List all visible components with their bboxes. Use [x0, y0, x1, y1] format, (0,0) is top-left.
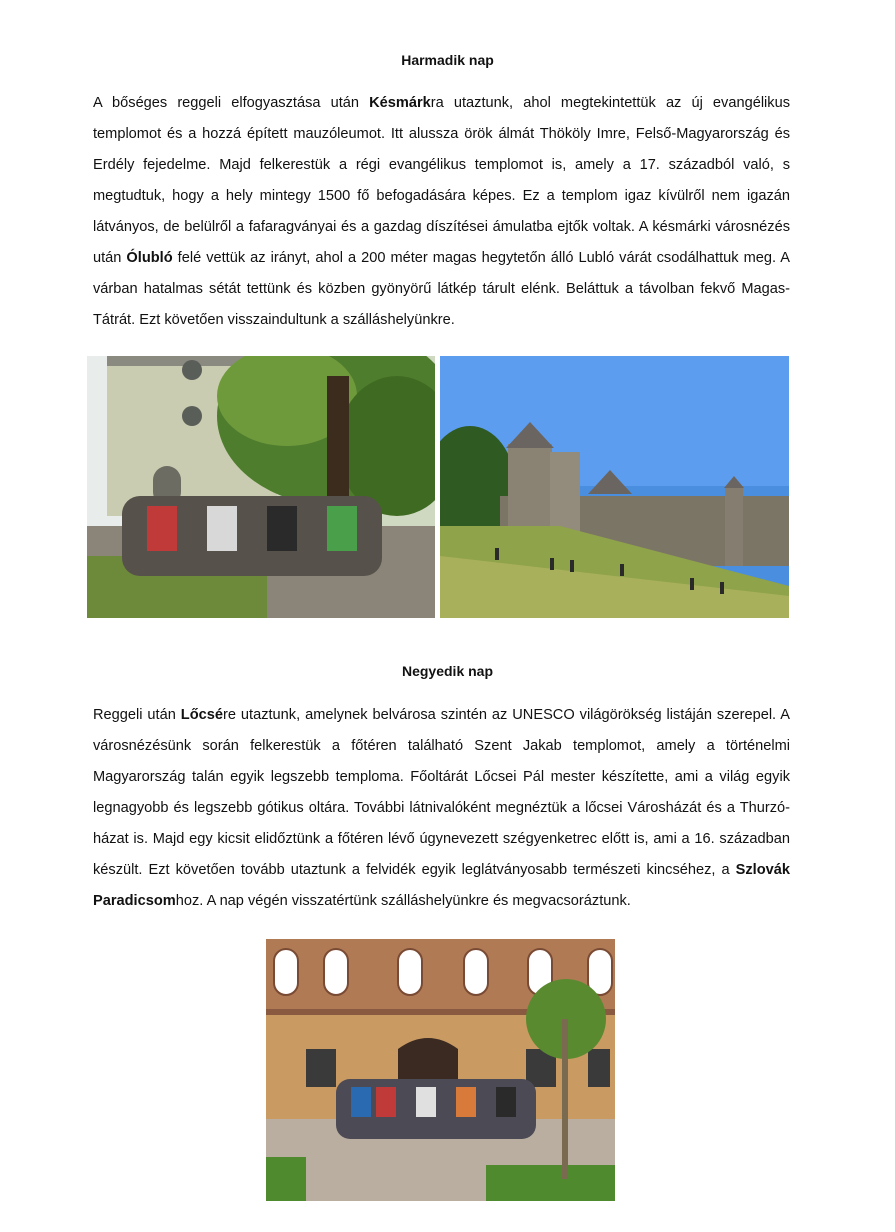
day3-paragraph: A bőséges reggeli elfogyasztása után Késmárkra utaztunk, ahol megtekintettük az új evangélikus templomot és a hozzá épített mauzóleumot. Itt alussza örök álmát Thököly Imre, Felső-Magyarország és Erdély fejedelme. Majd felkerestük a régi evangélikus templomot is, amely a 17. századból való, s megtudtuk, hogy a hely mintegy 1500 fő befogadására képes. Ez a templom igaz kívülről nem igazán látványos, de belülről a fafaragványai és a gazdag díszítései ámulatba ejtők voltak. A késmárki városnézés után Ólubló felé vettük az irányt, ahol a 200 méter magas hegytetőn álló Lubló várát csodálhattuk meg. A várban hatalmas sétát tettünk és közben gyönyörű látkép tárult elénk. Beláttuk a távolban fekvő Magas-Tátrát. Ezt követően visszaindultunk a szálláshelyünkre. — [93, 95, 791, 328]
day4-heading: Negyedik nap — [401, 663, 494, 679]
castle-photo-lublo — [440, 356, 789, 618]
group-photo-kesmark — [87, 356, 435, 618]
day3-heading: Harmadik nap — [401, 52, 494, 68]
day4-paragraph: Reggeli után Lőcsére utaztunk, amelynek belvárosa szintén az UNESCO világörökség listáján szerepel. A városnézésünk során felkerestük a főtéren található Szent Jakab templomot, amely a történelmi Magyarország talán egyik legszebb temploma. Főoltárát Lőcsei Pál mester készítette, ami a világ egyik legnagyobb és legszebb gótikus oltára. További látnivalóként megnéztük a lőcsei Városházát és a Thurzó-házat is. Majd egy kicsit elidőztünk a főtéren lévő úgynevezett szégyenketrec előtt is, ami a 16. században készült. Ezt követően tovább utaztunk a felvidék egyik leglátványosabb természeti kincséhez, a Szlovák Paradicsomhoz. A nap végén visszatértünk szálláshelyünkre és megvacsoráztunk. — [93, 707, 790, 909]
group-photo-locse — [266, 939, 615, 1201]
